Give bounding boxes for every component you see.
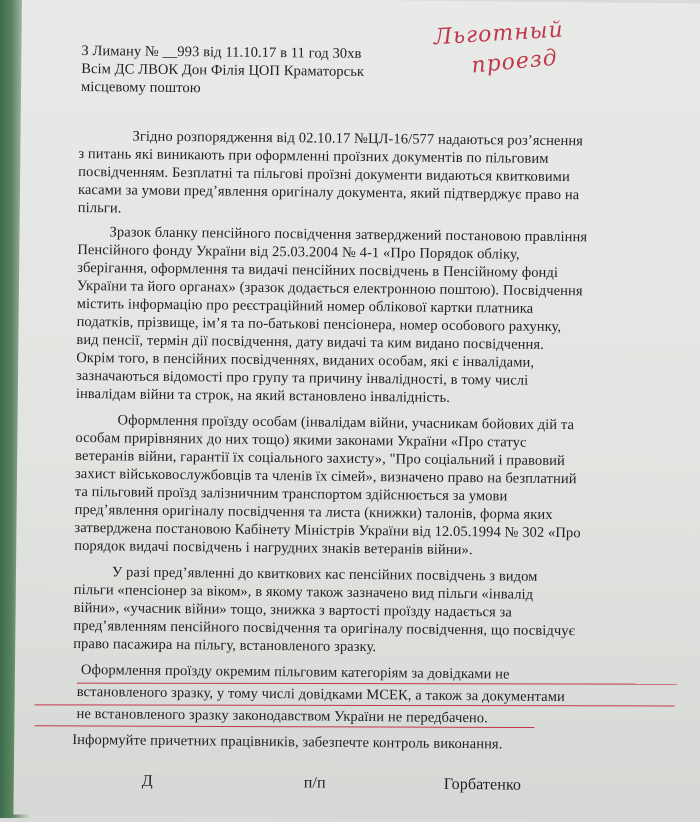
handwritten-note-line1: Льготный bbox=[433, 17, 565, 51]
body-line: захист військовослужбовців та членів їх сімей», визначено право на безплатний bbox=[74, 465, 577, 488]
body-line: війни», «учасник війни» тощо, знижка з вартості проїзду надається за bbox=[73, 599, 513, 621]
body-line: податків, прізвище, ім’я та по-батькові пенсіонера, номер особового рахунку, bbox=[76, 313, 562, 336]
body-line: право пасажира на пільгу, встановленого зразку. bbox=[73, 635, 377, 656]
body-line: Пенсійного фонду України від 25.03.2004 № 4-1 «Про Порядок обліку, bbox=[77, 241, 520, 263]
body-line: Оформлення проїзду особам (інвалідам війни, учасникам бойових дій та bbox=[117, 412, 575, 434]
body-line: У разі пред’явленні до квиткових кас пенсійних посвідчень з видом bbox=[111, 564, 538, 585]
body-line: містить інформацію про реєстраційний номер облікової картки платника bbox=[76, 295, 534, 317]
body-line: пред’явленням пенсійного посвідчення та оригіналу посвідчення, що посвідчує bbox=[73, 617, 576, 640]
body-line: Інформуйте причетних працівників, забезпечте контроль виконання. bbox=[72, 731, 503, 753]
body-line: особам прирівняних до них тощо) якими законами України «Про статус bbox=[75, 429, 527, 451]
body-line: зберігання, оформлення та видачі пенсійних посвідчень в Пенсійному фонді bbox=[77, 259, 559, 282]
body-line: інвалідам війни та строк, на який встановлено інвалідність. bbox=[75, 385, 451, 406]
body-line: затверджена постановою Кабінету Міністрів України від 12.05.1994 № 302 «Про bbox=[74, 519, 581, 542]
body-line: пільги. bbox=[77, 199, 122, 217]
header-line: З Лиману № __993 від 11.10.17 в 11 год 30хв bbox=[81, 43, 362, 62]
underlined-body-line: не встановленого зразку законодавством України не передбачено. bbox=[76, 705, 488, 727]
body-line: пред’явлення оригіналу посвідчення та листа (книжки) талонів, форма яких bbox=[74, 501, 553, 523]
header-line: місцевому поштою bbox=[80, 79, 201, 97]
body-line: з питань які виникають при оформленні проїзних документів по пільговим bbox=[78, 145, 549, 167]
body-line: порядок видачі посвідчень і нагрудних знаків ветеранів війни». bbox=[74, 537, 473, 559]
underlined-body-line: встановленого зразку, у тому числі довідками МСЕК, а також за документами bbox=[76, 683, 565, 706]
underlined-body-line: Оформлення проїзду окремим пільговим категоріям за довідками не bbox=[80, 662, 510, 683]
body-line: вид пенсії, термін дії посвідчення, дату видачі та ким видано посвідчення. bbox=[76, 331, 544, 353]
signature-middle: п/п bbox=[303, 774, 326, 792]
body-line: Згідно розпорядження від 02.10.17 №ЦЛ-16/577 надаються роз’яснення bbox=[132, 128, 584, 150]
body-line: зазначаються відомості про групу та причину інвалідності, в тому числі bbox=[75, 367, 529, 389]
body-line: України та його органах» (зразок додається електронною поштою). Посвідчення bbox=[76, 277, 583, 300]
body-line: касами за умови пред’явлення оригіналу документа, який підтверджує право на bbox=[77, 181, 580, 204]
body-line: Зразок бланку пенсійного посвідчення затверджений постановою правління bbox=[109, 224, 588, 246]
body-line: посвідченням. Безплатні та пільгові проїзні документи видаються квитковими bbox=[78, 163, 570, 186]
header-line: Всім ДС ЛВОК Дон Філія ЦОП Краматорськ bbox=[81, 61, 365, 80]
signature-left: Д bbox=[141, 772, 153, 790]
document-page bbox=[13, 0, 700, 822]
body-line: ветеранів війни, гарантії їх соціального захисту», "Про соціальний і правовий bbox=[75, 447, 566, 470]
body-line: Окрім того, в пенсійних посвідченнях, виданих особам, які є інвалідами, bbox=[76, 349, 535, 371]
handwritten-note-line2: проезд bbox=[470, 45, 559, 79]
signature-name: Горбатенко bbox=[443, 775, 522, 794]
body-line: пільги «пенсіонер за віком», в якому також зазначено вид пільги «інвалід bbox=[73, 581, 534, 603]
body-line: та пільговий проїзд залізничним транспортом здійснюється за умови bbox=[74, 483, 508, 505]
